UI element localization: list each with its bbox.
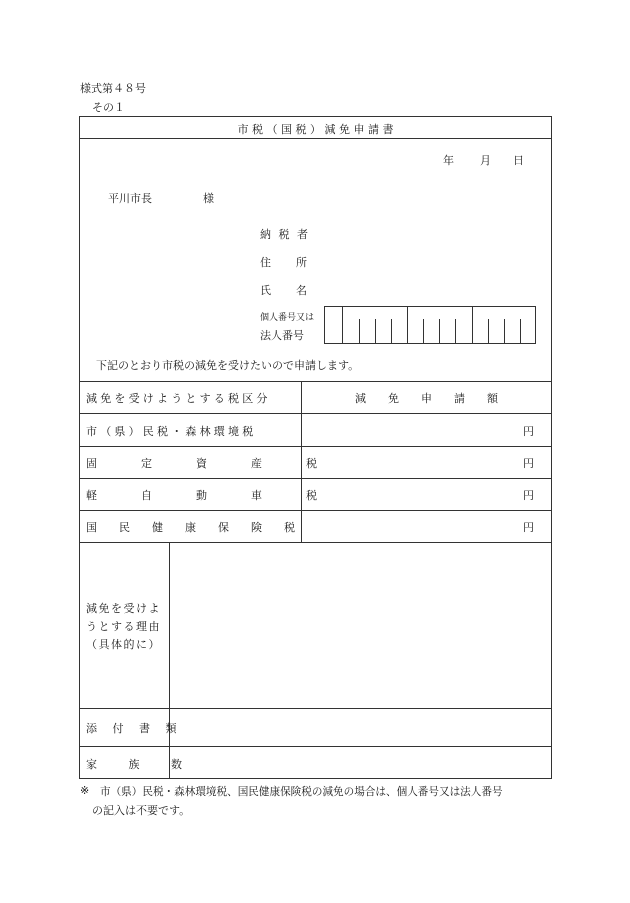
yen-unit: 円 <box>523 457 534 470</box>
application-statement: 下記のとおり市税の減免を受けたいので申請します。 <box>96 359 360 372</box>
address-label-2: 所 <box>296 256 307 269</box>
reason-label-line1: 減免を受けよ <box>86 602 161 615</box>
date-day: 日 <box>513 154 524 167</box>
digit-divider <box>391 319 392 343</box>
tax-category-header: 減免を受けようとする税区分 <box>86 392 271 405</box>
yen-unit: 円 <box>523 425 534 438</box>
amount-header: 減 免 申 請 額 <box>355 392 498 405</box>
digit-divider <box>342 307 343 343</box>
digit-divider <box>375 319 376 343</box>
id-number-label-2: 法人番号 <box>260 329 304 342</box>
title-divider <box>79 138 552 139</box>
form-number: 様式第４８号 <box>80 82 146 95</box>
digit-divider <box>407 307 408 343</box>
note-text-line2: の記入は不要です。 <box>92 804 191 817</box>
digit-divider <box>423 319 424 343</box>
table-divider <box>79 381 552 382</box>
yen-unit: 円 <box>523 489 534 502</box>
amount-field[interactable] <box>302 479 512 509</box>
date-month: 月 <box>480 154 491 167</box>
amount-field[interactable] <box>302 447 512 477</box>
yen-unit: 円 <box>523 521 534 534</box>
date-year: 年 <box>443 154 454 167</box>
amount-field[interactable] <box>302 511 512 541</box>
tax-row-label: 固定資産税 <box>86 457 361 470</box>
digit-divider <box>439 319 440 343</box>
digit-divider <box>455 319 456 343</box>
name-label-1: 氏 <box>260 284 271 297</box>
attachments-label: 添 付 書 類 <box>86 722 183 735</box>
digit-divider <box>472 307 473 343</box>
family-count-label: 家 族 数 <box>86 758 196 771</box>
digit-divider <box>504 319 505 343</box>
tax-row-label: 市（県）民税・森林環境税 <box>86 425 257 438</box>
tax-row-label: 軽自動車税 <box>86 489 361 502</box>
addressee-name: 平川市長 <box>108 192 152 205</box>
id-number-boxes[interactable] <box>324 306 536 344</box>
amount-field[interactable] <box>302 414 512 445</box>
reason-label-line2: うとする理由 <box>86 620 161 633</box>
id-number-label-1: 個人番号又は <box>260 313 315 323</box>
digit-divider <box>488 319 489 343</box>
digit-divider <box>359 319 360 343</box>
name-label-2: 名 <box>296 284 307 297</box>
form-title: 市 税 （ 国 税 ） 減 免 申 請 書 <box>237 123 394 136</box>
taxpayer-label: 納 税 者 <box>260 228 310 241</box>
reason-field[interactable] <box>170 543 551 707</box>
addressee-honorific: 様 <box>203 192 214 205</box>
form-sub-number: その１ <box>92 101 125 114</box>
note-text-line1: 市（県）民税・森林環境税、国民健康保険税の減免の場合は、個人番号又は法人番号 <box>100 786 503 798</box>
digit-divider <box>520 319 521 343</box>
family-count-field[interactable] <box>170 747 551 778</box>
address-label-1: 住 <box>260 256 271 269</box>
tax-row-label: 国民健康保険税 <box>86 521 317 534</box>
attachments-field[interactable] <box>170 709 551 745</box>
note-mark: ※ <box>80 784 90 797</box>
reason-label-line3: （具体的に） <box>86 638 161 651</box>
